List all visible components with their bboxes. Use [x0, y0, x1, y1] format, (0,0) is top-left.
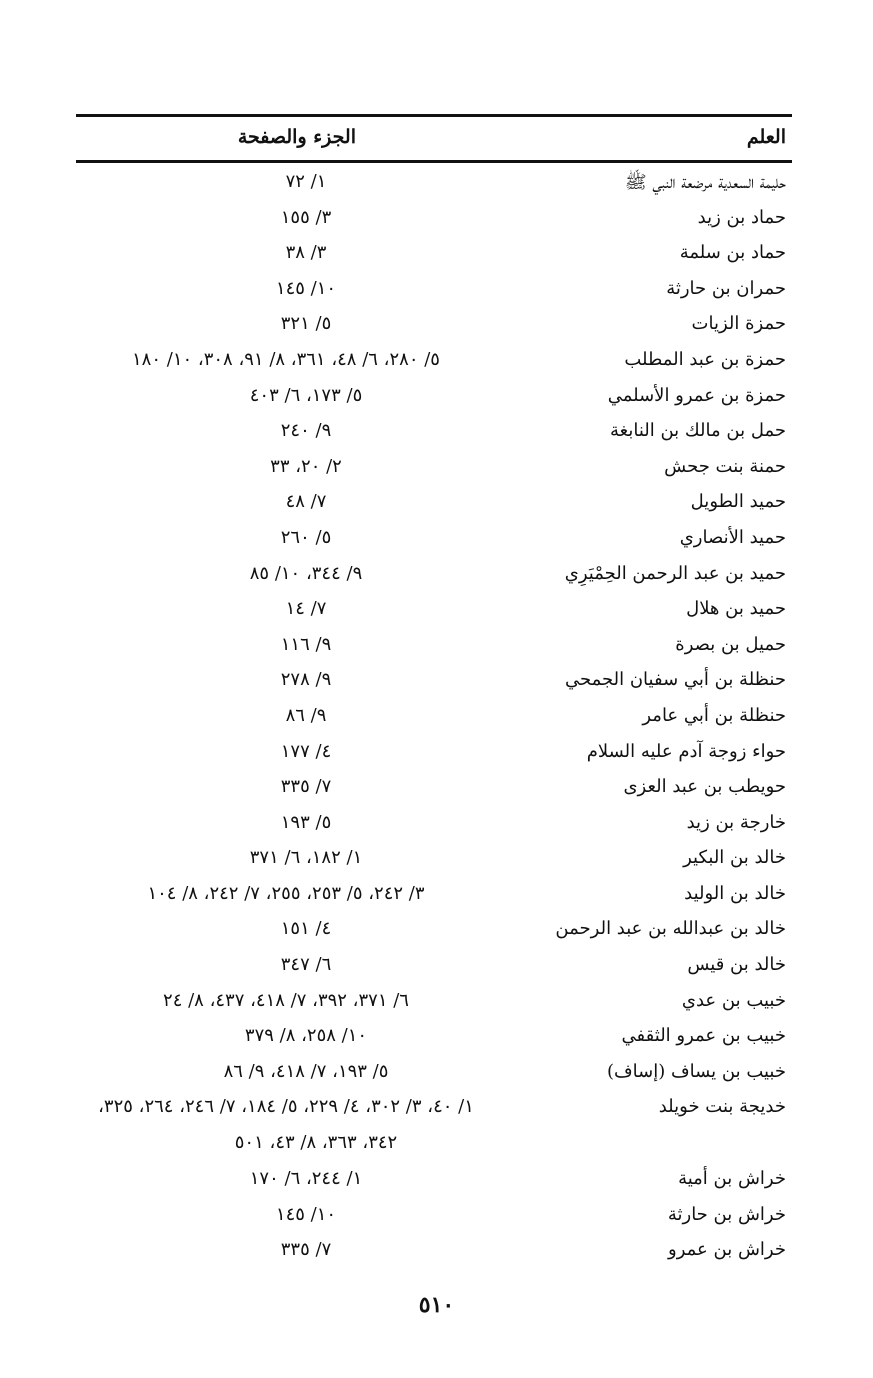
index-table-body	[76, 166, 792, 1270]
entry-name: حمنة بنت جحش	[664, 455, 786, 477]
header-reference-column: الجزء والصفحة	[237, 126, 356, 148]
table-row	[76, 522, 792, 558]
table-row	[76, 1020, 792, 1056]
table-row	[76, 1234, 792, 1270]
entry-reference: ٣/ ٣٨	[285, 242, 327, 264]
entry-name: خبيب بن عدي	[681, 989, 786, 1011]
entry-name: حويطب بن عبد العزى	[623, 776, 786, 798]
entry-reference: ١٠/ ١٤٥	[275, 277, 337, 299]
entry-reference: ٥/ ٢٨٠، ٦/ ٤٨، ٣٦١، ٨/ ٩١، ٣٠٨، ١٠/ ١٨٠	[132, 348, 440, 370]
table-row	[76, 664, 792, 700]
page-number: ٥١٠	[418, 1292, 455, 1318]
entry-name: خالد بن البكير	[683, 847, 786, 869]
table-row	[76, 308, 792, 344]
entry-name: حميد الطويل	[690, 491, 786, 513]
entry-reference: ٩/ ١١٦	[280, 633, 332, 655]
entry-name: خراش بن أمية	[678, 1167, 786, 1189]
entry-reference: ٢/ ٢٠، ٣٣	[270, 455, 342, 477]
entry-reference: ٦/ ٣٧١، ٣٩٢، ٧/ ٤١٨، ٤٣٧، ٨/ ٢٤	[163, 989, 409, 1011]
entry-reference: ١/ ٧٢	[285, 171, 327, 192]
entry-name: خالد بن قيس	[687, 954, 786, 976]
entry-reference: ٣٤٢، ٣٦٣، ٨/ ٤٣، ٥٠١	[234, 1132, 398, 1154]
entry-reference: ١/ ٢٤٤، ٦/ ١٧٠	[249, 1167, 363, 1189]
entry-reference: ٧/ ٣٣٥	[280, 1239, 332, 1261]
entry-reference: ٩/ ٣٤٤، ١٠/ ٨٥	[249, 562, 363, 584]
entry-name: حنظلة بن أبي سفيان الجمحي	[564, 669, 786, 691]
entry-name: حميد بن عبد الرحمن الحِمْيَرِي	[564, 562, 786, 584]
table-row	[76, 558, 792, 594]
entry-reference: ٥/ ٢٦٠	[280, 526, 332, 548]
entry-name: حميد بن هلال	[686, 598, 786, 620]
entry-reference: ١٠/ ٢٥٨، ٨/ ٣٧٩	[244, 1025, 368, 1047]
entry-name: خارجة بن زيد	[686, 811, 786, 833]
entry-reference: ٥/ ١٩٣، ٧/ ٤١٨، ٩/ ٨٦	[223, 1060, 389, 1082]
table-row	[76, 415, 792, 451]
entry-name: حمل بن مالك بن النابغة	[609, 420, 786, 442]
table-row	[76, 913, 792, 949]
entry-name: خديجة بنت خويلد	[658, 1096, 786, 1118]
table-row	[76, 451, 792, 487]
table-row	[76, 985, 792, 1021]
entry-name: حمزة بن عمرو الأسلمي	[607, 384, 786, 406]
entry-reference: ٥/ ١٩٣	[280, 811, 332, 833]
table-row	[76, 273, 792, 309]
table-row-continuation	[76, 1127, 792, 1163]
header-name-column: العلم	[746, 126, 786, 148]
entry-reference: ١٠/ ١٤٥	[275, 1203, 337, 1225]
entry-reference: ٩/ ٢٤٠	[280, 420, 332, 442]
entry-name: حليمة السعدية مرضعة النبي ﷺ	[624, 172, 786, 193]
entry-name: خبيب بن يساف (إساف)	[606, 1060, 786, 1082]
entry-name: حنظلة بن أبي عامر	[642, 704, 786, 726]
table-row	[76, 842, 792, 878]
entry-reference: ٣/ ١٥٥	[280, 206, 332, 228]
entry-reference: ٩/ ٨٦	[285, 704, 327, 726]
entry-name: حماد بن زيد	[697, 206, 786, 228]
entry-reference: ٥/ ٣٢١	[280, 313, 332, 335]
table-row	[76, 166, 792, 202]
table-row	[76, 1163, 792, 1199]
entry-reference: ٧/ ١٤	[285, 598, 327, 620]
table-row	[76, 380, 792, 416]
table-header-rule	[76, 160, 792, 163]
entry-name: خالد بن عبدالله بن عبد الرحمن	[555, 918, 786, 940]
table-header	[76, 118, 792, 158]
table-row	[76, 771, 792, 807]
table-row	[76, 736, 792, 772]
entry-name: حمزة الزيات	[691, 313, 786, 335]
entry-name: خبيب بن عمرو الثقفي	[621, 1025, 786, 1047]
entry-reference: ٥/ ١٧٣، ٦/ ٤٠٣	[249, 384, 363, 406]
table-row	[76, 237, 792, 273]
table-row	[76, 949, 792, 985]
table-row	[76, 878, 792, 914]
table-row	[76, 807, 792, 843]
table-row	[76, 593, 792, 629]
entry-name: حميد الأنصاري	[679, 526, 786, 548]
entry-reference: ٧/ ٣٣٥	[280, 776, 332, 798]
entry-reference: ١/ ١٨٢، ٦/ ٣٧١	[249, 847, 363, 869]
entry-name: خالد بن الوليد	[684, 882, 786, 904]
entry-reference: ٦/ ٣٤٧	[280, 954, 332, 976]
table-row	[76, 1056, 792, 1092]
entry-name: حمران بن حارثة	[666, 277, 786, 299]
entry-reference: ٤/ ١٧٧	[280, 740, 332, 762]
table-row	[76, 202, 792, 238]
entry-name: حواء زوجة آدم عليه السلام	[586, 740, 786, 762]
entry-reference: ٧/ ٤٨	[285, 491, 327, 513]
table-row	[76, 629, 792, 665]
table-row	[76, 1091, 792, 1127]
entry-reference: ١/ ٤٠، ٣/ ٣٠٢، ٤/ ٢٢٩، ٥/ ١٨٤، ٧/ ٢٤٦، ٢٦٤، ٣٢٥،	[98, 1096, 474, 1118]
entry-reference: ٣/ ٢٤٢، ٥/ ٢٥٣، ٢٥٥، ٧/ ٢٤٢، ٨/ ١٠٤	[147, 882, 425, 904]
entry-name: حميل بن بصرة	[675, 633, 786, 655]
table-row	[76, 1199, 792, 1235]
entry-reference: ٤/ ١٥١	[280, 918, 332, 940]
entry-reference: ٩/ ٢٧٨	[280, 669, 332, 691]
entry-name: حمزة بن عبد المطلب	[624, 348, 786, 370]
entry-name: خراش بن حارثة	[667, 1203, 786, 1225]
entry-name: حماد بن سلمة	[679, 242, 786, 264]
table-row	[76, 344, 792, 380]
entry-name: خراش بن عمرو	[668, 1239, 786, 1261]
table-row	[76, 700, 792, 736]
table-row	[76, 486, 792, 522]
table-top-rule	[76, 114, 792, 117]
